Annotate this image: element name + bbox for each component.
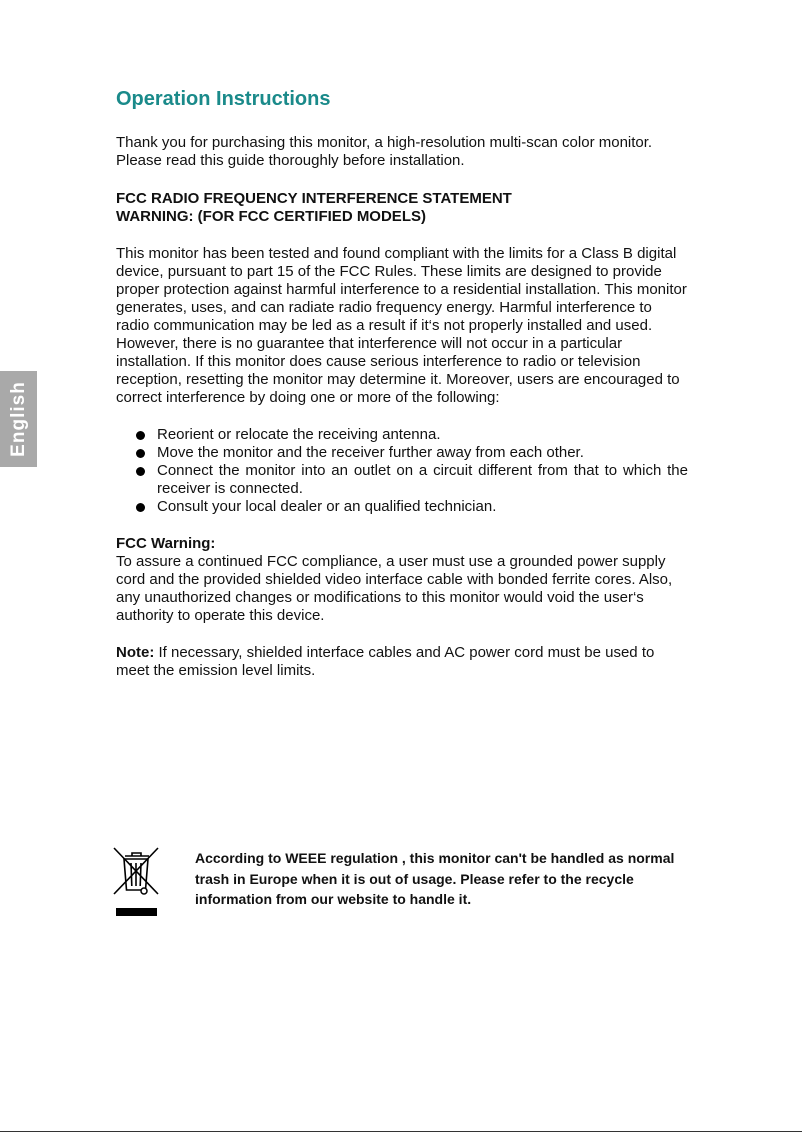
- bullet-icon: [136, 503, 145, 512]
- fcc-statement-header: [116, 190, 688, 226]
- bullet-icon: [136, 467, 145, 476]
- note-paragraph: [116, 644, 688, 680]
- document-body: [116, 86, 688, 680]
- note-label: Note:: [116, 644, 155, 661]
- list-item-text: Consult your local dealer or an qualified technician.: [157, 498, 497, 515]
- weee-notice: According to WEEE regulation , this monitor can't be handled as normal trash in Europe when it is out of usage. Please refer to the recycle information from our website to handle it.: [195, 850, 675, 907]
- fcc-header-line-1: FCC RADIO FREQUENCY INTERFERENCE STATEMENT: [116, 190, 512, 207]
- list-item: [116, 462, 688, 498]
- crossed-out-wheelie-bin-icon: [111, 846, 161, 918]
- intro-line-2: Please read this guide thoroughly before installation.: [116, 152, 465, 169]
- language-tab-label: English: [7, 381, 29, 457]
- bullet-icon: [136, 449, 145, 458]
- list-item: [116, 498, 688, 516]
- list-item-text: Reorient or relocate the receiving antenna.: [157, 426, 441, 443]
- fcc-body-paragraph: This monitor has been tested and found compliant with the limits for a Class B digital device, pursuant to part 15 of the FCC Rules. These limits are designed to provide proper protection against harmful interference to a residential installation. This monitor generates, uses, and can radiate radio frequency energy. Harmful interference to radio communication may be led as a result if it‘s not properly installed and used. However, there is no guarantee that interference will not occur in a particular installation. If this monitor does cause serious interference to radio or television reception, resetting the monitor may determine it. Moreover, users are encouraged to correct interference by doing one or more of the following:: [116, 245, 687, 406]
- fcc-header-line-2: WARNING: (FOR FCC CERTIFIED MODELS): [116, 208, 426, 225]
- recommendation-list: [116, 426, 688, 516]
- list-item-text: Connect the monitor into an outlet on a circuit different from that to which the receiver is connected.: [157, 462, 688, 497]
- list-item: [116, 426, 688, 444]
- fcc-warning-title: FCC Warning:: [116, 535, 216, 552]
- bullet-icon: [136, 431, 145, 440]
- list-item: [116, 444, 688, 462]
- page-bottom-rule: [0, 1131, 802, 1132]
- intro-line-1: Thank you for purchasing this monitor, a high-resolution multi-scan color monitor.: [116, 134, 653, 151]
- language-tab: [0, 371, 37, 467]
- note-text: If necessary, shielded interface cables and AC power cord must be used to meet the emission level limits.: [116, 644, 655, 679]
- fcc-warning-text: To assure a continued FCC compliance, a user must use a grounded power supply cord and the provided shielded video interface cable with bonded ferrite cores. Also, any unauthorized changes or modifications to this monitor would void the user‘s authority to operate this device.: [116, 553, 673, 624]
- page-title: Operation Instructions: [116, 88, 331, 110]
- list-item-text: Move the monitor and the receiver further away from each other.: [157, 444, 584, 461]
- intro: [116, 134, 688, 170]
